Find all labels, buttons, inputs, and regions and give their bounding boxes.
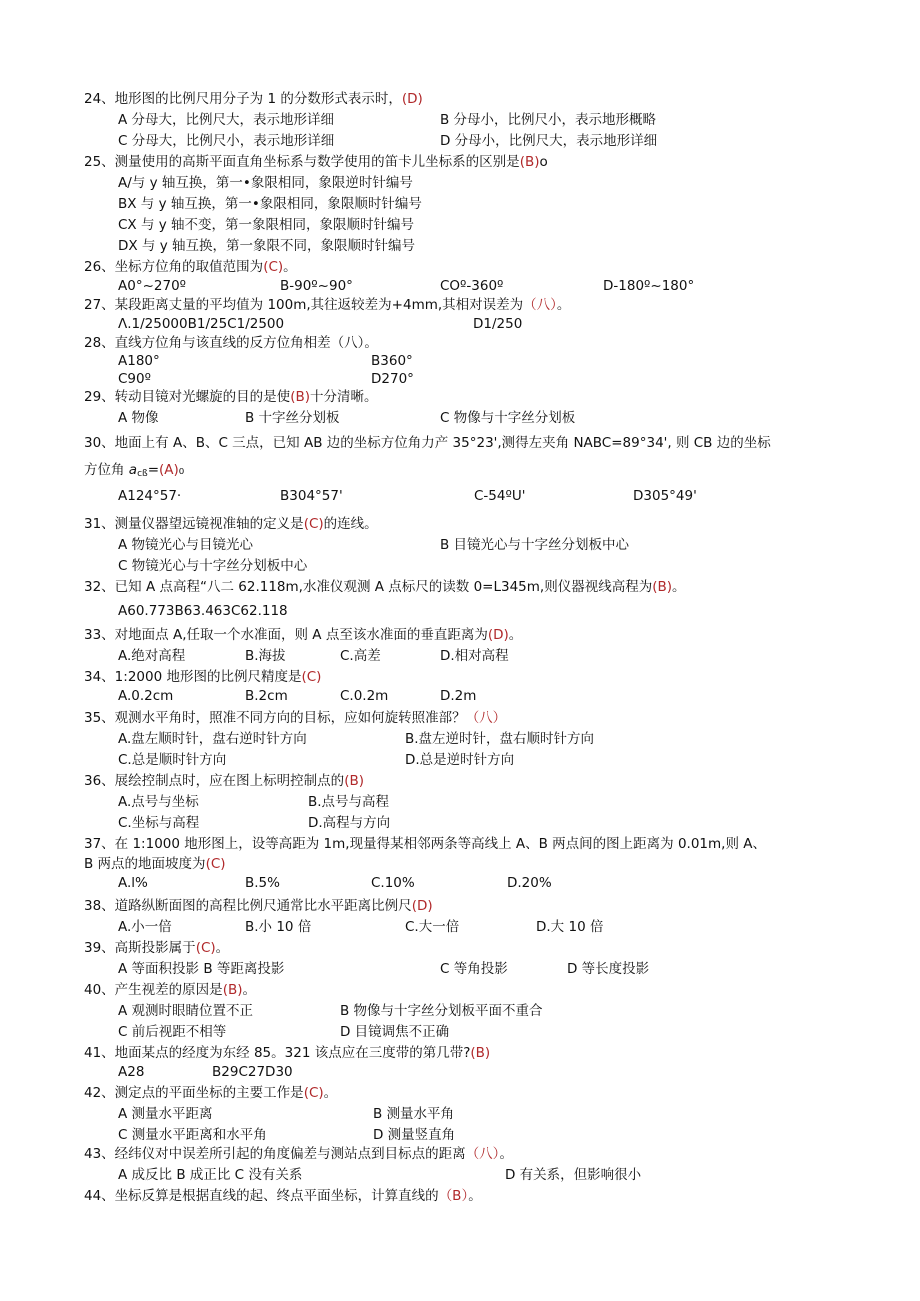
option-c: C 分母大，比例尺小，表示地形详细 [118, 133, 335, 149]
option-d: D.大 10 倍 [536, 919, 604, 935]
options-abc: A60.773B63.463C62.118 [118, 603, 288, 619]
option-a: A 物像 [118, 410, 159, 426]
option-c: C 物镜光心与十字丝分划板中心 [118, 558, 308, 574]
question-40-stem [84, 981, 256, 1000]
option-b: BX 与 y 轴互换，第一•象限相同，象限顺时针编号 [118, 196, 422, 212]
option-a: A 测量水平距离 [118, 1106, 213, 1122]
answer: (C) [303, 516, 324, 532]
answer: (D) [487, 627, 509, 643]
option-a: A.绝对高程 [118, 648, 186, 664]
question-34-stem [84, 668, 321, 687]
option-c: C.总是顺时针方向 [118, 752, 227, 768]
option-a: A 分母大，比例尺大，表示地形详细 [118, 112, 335, 128]
stem-text: B 两点的地面坡度为 [84, 856, 206, 872]
option-c: C 物像与十字丝分划板 [440, 410, 576, 426]
option-b: B 十字丝分划板 [245, 410, 340, 426]
stem-text: 39、高斯投影属于 [84, 940, 196, 956]
option-b: B.2cm [245, 688, 288, 704]
option-c: C 测量水平距离和水平角 [118, 1127, 267, 1143]
stem-tail: 。 [242, 982, 256, 998]
question-42-stem [84, 1084, 337, 1103]
option-a: A.小一倍 [118, 919, 172, 935]
question-27-stem [84, 296, 570, 315]
question-28-stem: 28、直线方位角与该直线的反方位角相差（八）。 [84, 335, 378, 351]
question-33-stem [84, 626, 522, 645]
option-c: C.高差 [340, 648, 381, 664]
option-d: D305°49' [633, 488, 697, 504]
equals-sign: = [147, 462, 160, 478]
alpha-subscript: cß [137, 469, 148, 479]
answer: (D) [411, 898, 433, 914]
answer: （B） [438, 1188, 469, 1204]
option-b: B.盘左逆时针，盘右顺时针方向 [405, 731, 595, 747]
option-b: B-90º~90° [280, 278, 353, 294]
stem-tail: 十分清晰。 [309, 389, 378, 405]
question-25-stem [84, 153, 548, 172]
stem-text: 24、地形图的比例尺用分子为 1 的分数形式表示时， [84, 91, 402, 107]
stem-text: 27、某段距离丈量的平均值为 100m,其往返较差为+4mm,其相对误差为 [84, 297, 524, 313]
option-b: B 物像与十字丝分划板平面不重合 [340, 1003, 543, 1019]
option-d: D.总是逆时针方向 [405, 752, 515, 768]
question-31-stem [84, 515, 378, 534]
option-c: COº-360º [440, 278, 504, 294]
question-41-stem [84, 1044, 490, 1063]
answer: (D) [401, 91, 423, 107]
answer: (B) [344, 773, 364, 789]
option-d: D 分母小，比例尺大，表示地形详细 [440, 133, 658, 149]
stem-tail: 。 [508, 627, 523, 643]
option-d: D1/250 [473, 316, 523, 332]
stem-tail: 。 [323, 1085, 338, 1101]
option-c: C.坐标与高程 [118, 815, 200, 831]
stem-text: 33、对地面点 A,任取一个水准面，则 A 点至该水准面的垂直距离为 [84, 627, 488, 643]
stem-tail: 。 [215, 940, 230, 956]
question-43-stem [84, 1145, 513, 1164]
option-d: D.相对高程 [440, 648, 509, 664]
option-d: D270° [371, 371, 414, 387]
option-d: D.20% [507, 875, 552, 891]
option-a: A.点号与坐标 [118, 794, 199, 810]
options-abc: A 成反比 B 成正比 C 没有关系 [118, 1167, 303, 1183]
option-c: C.0.2m [340, 688, 389, 704]
question-37-stem-line2 [84, 855, 226, 874]
question-30-stem-line2 [84, 461, 184, 484]
stem-tail: 。 [672, 579, 686, 595]
option-d: D.2m [440, 688, 477, 704]
option-a: A.盘左顺时针，盘右逆时针方向 [118, 731, 307, 747]
stem-tail: ₀ [178, 462, 185, 478]
option-b: B 分母小，比例尺小，表示地形概略 [440, 112, 657, 128]
stem-tail: 的连线。 [323, 516, 378, 532]
option-a: A124°57· [118, 488, 182, 504]
answer: (B) [222, 982, 243, 998]
stem-text: 35、观测水平角时，照准不同方向的目标，应如何旋转照准部？ [84, 710, 466, 726]
stem-text: 41、地面某点的经度为东经 85。321 该点应在三度带的第几带? [84, 1045, 471, 1061]
option-c: C.10% [371, 875, 415, 891]
option-d: D.高程与方向 [308, 815, 391, 831]
question-29-stem [84, 388, 377, 407]
answer: (B) [519, 154, 540, 170]
answer: (C) [263, 259, 284, 275]
stem-text: 38、道路纵断面图的高程比例尺通常比水平距离比例尺 [84, 898, 412, 914]
question-30-stem: 30、地面上有 A、B、C 三点，已知 AB 边的坐标方位角力产 35°23',测得左夹角 NABC=89°34', 则 CB 边的坐标 [84, 435, 771, 451]
option-b: B.5% [245, 875, 280, 891]
question-26-stem [84, 258, 297, 277]
option-c: C-54ºU' [474, 488, 526, 504]
answer: (C) [195, 940, 216, 956]
question-36-stem [84, 772, 364, 791]
answer: (C) [205, 856, 226, 872]
option-b: B 目镜光心与十字丝分划板中心 [440, 537, 630, 553]
stem-tail: 。 [556, 297, 571, 313]
answer: （八） [523, 297, 557, 313]
question-38-stem [84, 897, 433, 916]
options-abc: Λ.1/25000B1/25C1/2500 [118, 316, 285, 332]
option-a: A0°~270º [118, 278, 187, 294]
stem-text: 25、测量使用的高斯平面直角坐标系与数学使用的笛卡儿坐标系的区别是 [84, 154, 520, 170]
option-b: B.海拔 [245, 648, 286, 664]
question-39-stem [84, 939, 229, 958]
option-a: A.0.2cm [118, 688, 174, 704]
option-b: B304°57' [280, 488, 343, 504]
option-a: A.l% [118, 875, 148, 891]
option-d: D 等长度投影 [567, 961, 650, 977]
option-b: B360° [371, 353, 413, 369]
option-c: CX 与 y 轴不变，第一象限相同，象限顺时针编号 [118, 217, 415, 233]
option-a: A/与 y 轴互换，第一•象限相同，象限逆时针编号 [118, 175, 413, 191]
question-35-stem [84, 709, 506, 728]
options-bcd: B29C27D30 [212, 1064, 293, 1080]
option-c: C90º [118, 371, 151, 387]
stem-text: 36、展绘控制点时，应在图上标明控制点的 [84, 773, 345, 789]
answer: (B) [652, 579, 672, 595]
answer: (B) [470, 1045, 491, 1061]
option-b: B.小 10 倍 [245, 919, 312, 935]
stem-text: 32、已知 A 点高程“八二 62.118m,水准仪观测 A 点标尺的读数 0=L345m,则仪器视线高程为 [84, 579, 653, 595]
stem-text: 方位角 [84, 462, 129, 478]
stem-tail: 。 [499, 1146, 513, 1162]
options-ab: A 等面积投影 B 等距离投影 [118, 961, 285, 977]
option-a: A 物镜光心与目镜光心 [118, 537, 254, 553]
option-a: A 观测时眼睛位置不正 [118, 1003, 254, 1019]
answer: (A) [159, 462, 179, 478]
question-44-stem [84, 1187, 482, 1206]
question-37-stem: 37、在 1:1000 地形图上，设等高距为 1m,现量得某相邻两条等高线上 A、B 两点间的图上距离为 0.01m,则 A、 [84, 836, 766, 852]
answer: (B) [290, 389, 310, 405]
option-d: DX 与 y 轴互换，第一象限不同，象限顺时针编号 [118, 238, 416, 254]
answer: (C) [303, 1085, 324, 1101]
option-d: D 有关系，但影响很小 [505, 1167, 642, 1183]
alpha-symbol: a [128, 462, 138, 478]
stem-text: 31、测量仪器望远镜视准轴的定义是 [84, 516, 304, 532]
answer: （八） [465, 1146, 500, 1162]
stem-text: 43、经纬仪对中误差所引起的角度偏差与测站点到目标点的距离 [84, 1146, 466, 1162]
stem-text: 40、产生视差的原因是 [84, 982, 223, 998]
question-32-stem [84, 578, 686, 597]
stem-text: 34、1:2000 地形图的比例尺精度是 [84, 669, 302, 685]
option-a: A28 [118, 1064, 145, 1080]
stem-text: 26、坐标方位角的取值范围为 [84, 259, 264, 275]
stem-text: 29、转动目镜对光螺旋的目的是使 [84, 389, 291, 405]
option-c: C 前后视距不相等 [118, 1024, 227, 1040]
option-d: D-180º~180° [603, 278, 695, 294]
answer: (C) [301, 669, 322, 685]
stem-text: 44、坐标反算是根据直线的起、终点平面坐标，计算直线的 [84, 1188, 439, 1204]
option-a: A180° [118, 353, 160, 369]
option-b: B.点号与高程 [308, 794, 390, 810]
stem-tail: 。 [468, 1188, 482, 1204]
question-24-stem [84, 90, 423, 109]
option-c: C 等角投影 [440, 961, 508, 977]
option-d: D 目镜调焦不正确 [340, 1024, 450, 1040]
option-d: D 测量竖直角 [373, 1127, 456, 1143]
option-c: C.大一倍 [405, 919, 460, 935]
stem-text: 42、测定点的平面坐标的主要工作是 [84, 1085, 304, 1101]
answer: （八） [465, 710, 507, 726]
stem-tail: o [539, 154, 548, 170]
stem-tail: 。 [283, 259, 297, 275]
option-b: B 测量水平角 [373, 1106, 455, 1122]
